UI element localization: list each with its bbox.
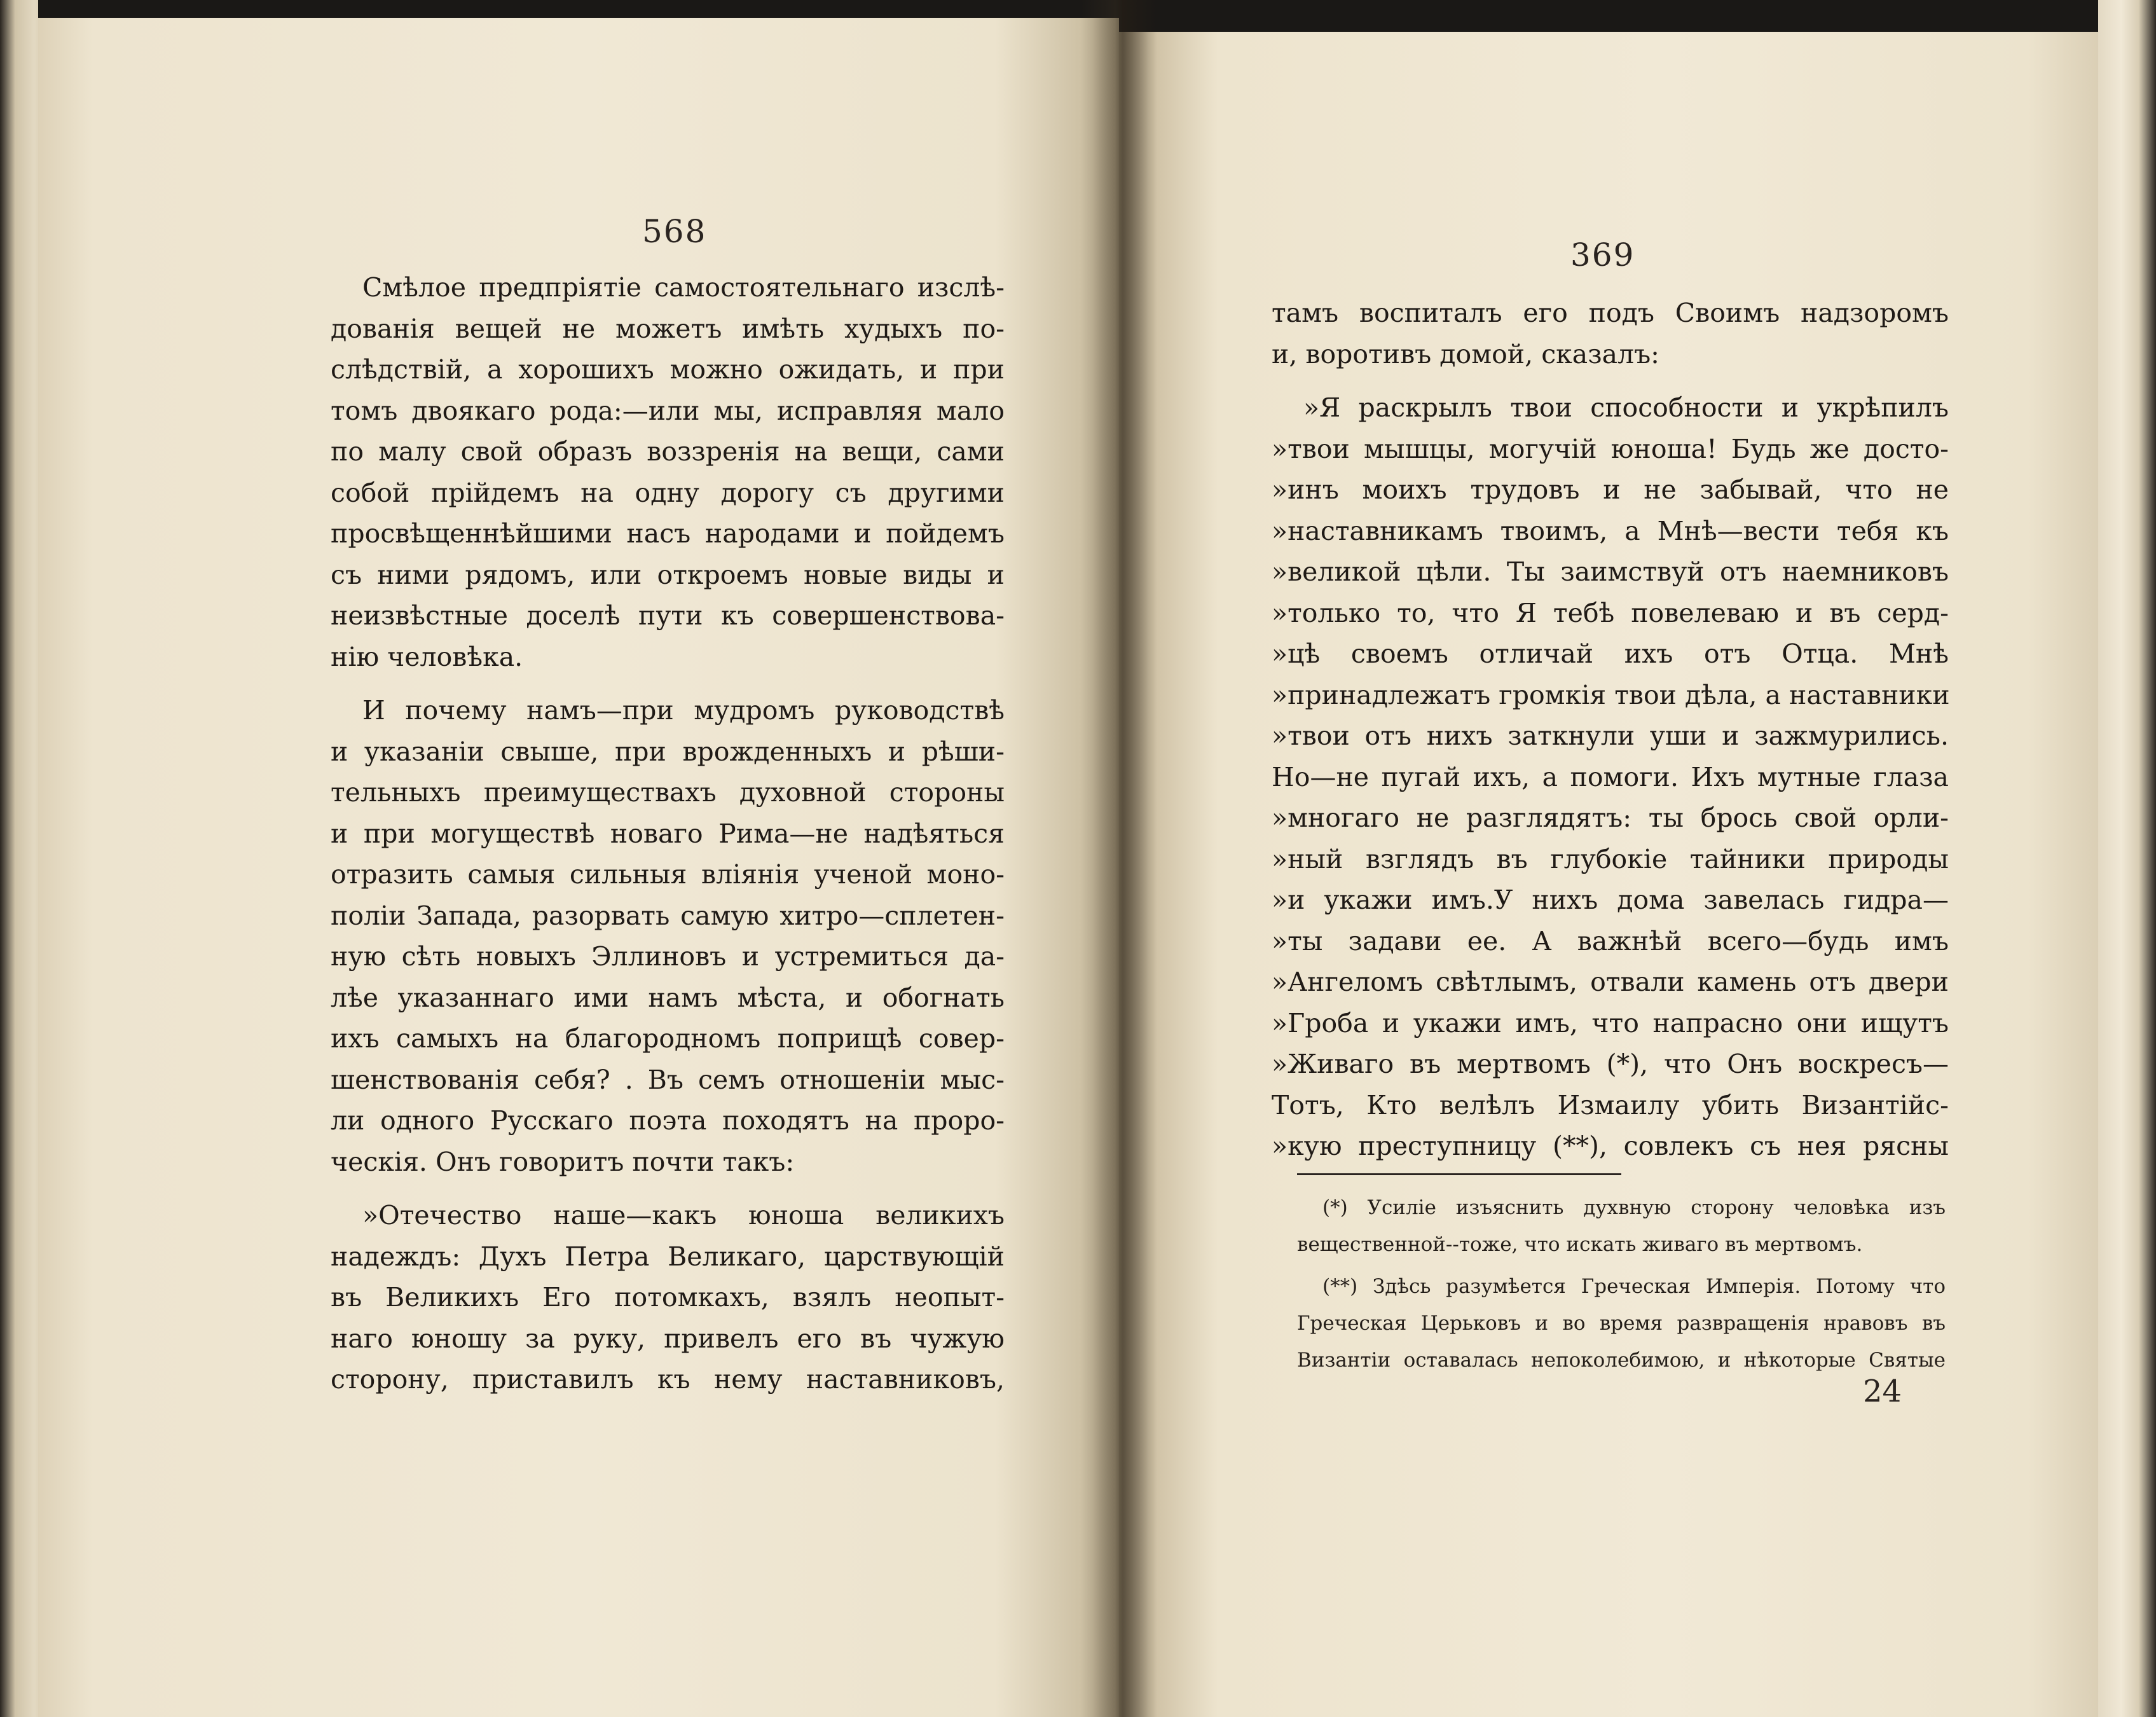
text-line: »Ангеломъ свѣтлымъ, отвали камень отъ двери xyxy=(1272,967,1949,997)
text-line: »наставникамъ твоимъ, а Мнѣ—вести тебя къ xyxy=(1272,515,1949,546)
text-line: тамъ воспиталъ его подъ Своимъ надзоромъ xyxy=(1272,298,1949,328)
text-line: ихъ самыхъ на благородномъ поприщѣ совер- xyxy=(331,1023,1005,1054)
text-line: »ный взглядъ въ глубокіе тайники природы xyxy=(1272,843,1949,874)
text-line: томъ двоякаго рода:—или мы, исправляя мало xyxy=(331,395,1005,426)
text-line: »только то, что Я тебѣ повелеваю и въ серд- xyxy=(1272,597,1949,628)
text-line: »великой цѣли. Ты заимствуй отъ наемниковъ xyxy=(1272,556,1949,587)
text-line: »Живаго въ мертвомъ (*), что Онъ воскресъ— xyxy=(1272,1049,1949,1079)
text-line: поліи Запада, разорвать самую хитро—сплетен- xyxy=(331,900,1005,931)
text-line: просвѣщеннѣйшими насъ народами и пойдемъ xyxy=(331,518,1005,549)
text-line: »Гроба и укажи имъ, что напрасно они ищутъ xyxy=(1272,1007,1949,1038)
text-line: ли одного Русскаго поэта походятъ на проро- xyxy=(331,1105,1005,1136)
footnote-line: (*) Усиліе изъяснить духвную сторону человѣка изъ xyxy=(1322,1196,1946,1219)
text-line: »твои отъ нихъ заткнули уши и зажмурились. xyxy=(1272,721,1949,751)
text-line: »кую преступницу (**), совлекъ съ нея рясны xyxy=(1272,1131,1949,1161)
text-line: и указаніи свыше, при врожденныхъ и рѣши- xyxy=(331,736,1005,767)
footnotes xyxy=(1297,1189,1946,1379)
text-line: съ ними рядомъ, или откроемъ новые виды и xyxy=(331,559,1005,590)
right-page-text xyxy=(1272,293,1949,1167)
text-line: лѣе указаннаго ими намъ мѣста, и обогнать xyxy=(331,982,1005,1013)
text-line: неизвѣстные доселѣ пути къ совершенствова- xyxy=(331,600,1005,631)
text-line: и, воротивъ домой, сказалъ: xyxy=(1272,338,1659,369)
text-line: въ Великихъ Его потомкахъ, взялъ неопыт- xyxy=(331,1282,1005,1313)
text-line: ческія. Онъ говоритъ почти такъ: xyxy=(331,1146,795,1177)
text-line: дованія вещей не можетъ имѣть худыхъ по- xyxy=(331,313,1005,344)
text-line: собой прійдемъ на одну дорогу съ другими xyxy=(331,477,1005,508)
text-line: »принадлежатъ громкія твои дѣла, а наставники xyxy=(1272,679,1950,710)
text-line: отразить самыя сильныя вліянія ученой моно- xyxy=(331,859,1005,890)
footnote-line: Греческая Церьковъ и во время развращенія нравовъ въ xyxy=(1297,1312,1946,1335)
text-line: слѣдствій, а хорошихъ можно ожидать, и при xyxy=(331,354,1005,385)
text-line: Тотъ, Кто велѣлъ Измаилу убить Византійс- xyxy=(1272,1089,1949,1121)
text-line: И почему намъ—при мудромъ руководствѣ xyxy=(362,695,1005,726)
text-line: »Отечество наше—какъ юноша великихъ xyxy=(362,1200,1005,1231)
footnote-line: Византіи оставалась непоколебимою, и нѣкоторые Святые xyxy=(1297,1349,1946,1372)
text-line: Смѣлое предпріятіе самостоятельнаго изслѣ- xyxy=(362,272,1005,303)
text-line: наго юношу за руку, привелъ его въ чужую xyxy=(331,1323,1005,1354)
text-line: »цѣ своемъ отличай ихъ отъ Отца. Мнѣ xyxy=(1272,638,1949,669)
text-line: сторону, приставилъ къ нему наставниковъ, xyxy=(331,1364,1005,1395)
footnote-line: (**) Здѣсь разумѣется Греческая Имперія. Потому что xyxy=(1322,1275,1946,1298)
text-line: шенствованія себя? . Въ семъ отношеніи мыс- xyxy=(331,1064,1005,1095)
text-line: »и укажи имъ.У нихъ дома завелась гидра— xyxy=(1272,885,1949,915)
text-line: надеждъ: Духъ Петра Великаго, царствующій xyxy=(331,1241,1005,1272)
text-line: ную сѣть новыхъ Эллиновъ и устремиться да- xyxy=(331,941,1005,972)
text-line: и при могуществѣ новаго Рима—не надѣяться xyxy=(331,818,1005,849)
text-line: »ты задави ее. А важнѣй всего—будь имъ xyxy=(1272,925,1949,956)
text-line: по малу свой образъ воззренія на вещи, сами xyxy=(331,436,1005,467)
gutter-shadow xyxy=(1081,0,1157,1717)
text-line: нію человѣка. xyxy=(331,641,523,672)
page-stack-right xyxy=(2098,0,2156,1717)
left-page-number: 568 xyxy=(642,213,707,250)
signature-mark: 24 xyxy=(1863,1374,1902,1409)
footnote-rule xyxy=(1297,1173,1621,1175)
footnote-line: вещественной--тоже, что искать живаго въ мертвомъ. xyxy=(1297,1233,1863,1256)
text-line: »твои мышцы, могучій юноша! Будь же досто- xyxy=(1272,433,1949,464)
text-line: »инъ моихъ трудовъ и не забывай, что не xyxy=(1272,474,1949,505)
text-line: Но—не пугай ихъ, а помоги. Ихъ мутные глаза xyxy=(1272,761,1949,792)
text-line: тельныхъ преимуществахъ духовной стороны xyxy=(331,777,1005,808)
left-page-text xyxy=(331,267,1005,1400)
right-page-number: 369 xyxy=(1570,237,1635,273)
text-line: »многаго не разглядятъ: ты брось свой орли- xyxy=(1272,803,1949,833)
text-line: »Я раскрылъ твои способности и укрѣпилъ xyxy=(1303,392,1949,423)
